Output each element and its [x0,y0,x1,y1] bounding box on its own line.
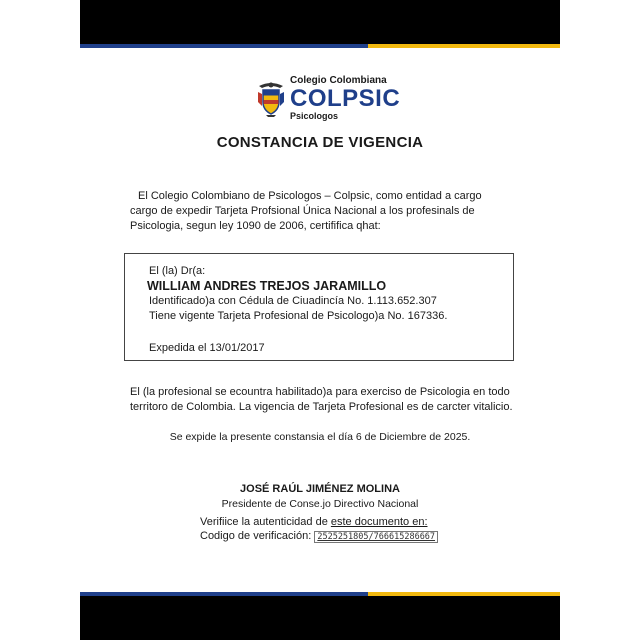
logo-text [290,76,400,121]
holder-name: WILLIAM ANDRES TREJOS JARAMILLO [147,279,387,293]
validity-paragraph [130,385,530,415]
issued-date: Expedida el 13/01/2017 [149,342,265,354]
top-color-stripe [80,44,560,48]
verify-code-line [200,529,480,544]
signatory-name: JOSÉ RAÚL JIMÉNEZ MOLINA [240,483,400,495]
verify-prefix: Verifiice la autenticidad de [200,516,331,528]
intro-line: El Colegio Colombiano de Psicologos – Colpsic, como entidad a cargo [138,190,482,202]
logo-sub-line: Psicologos [290,111,339,121]
verify-link[interactable]: este documento en: [330,516,428,528]
intro-line: cargo de expedir Tarjeta Profsional Única Nacional a los profesinals de [130,205,475,217]
colpsic-logo [256,76,400,121]
verification-block [200,515,480,544]
logo-top-line: Colegio Colombiana [290,75,387,86]
issue-statement: Se expide la presente constansia el día 6 de Diciembre de 2025. [169,431,471,443]
verification-code[interactable]: 2525251805/766615286667 [314,531,438,543]
stripe-gold [368,44,560,48]
salutation: El (la) Dr(a: [149,265,206,277]
verify-code-label: Codigo de verificación: [200,530,315,542]
verify-line [200,515,480,529]
validity-line: territoro de Colombia. La vigencia de Tarjeta Profesional es de carcter vitalicio. [130,401,513,413]
id-line: Identificado)a con Cédula de Ciuadincía No. 1.113.652.307 [149,295,437,307]
coat-of-arms-icon [256,80,286,118]
validity-line: El (la profesional se ecountra habilitado)a para exerciso de Psicologia en todo [130,386,510,398]
intro-line: Psicologia, segun ley 1090 de 2006, certififica qhat: [130,220,381,232]
intro-paragraph [130,189,530,234]
document-title: CONSTANCIA DE VIGENCIA [216,134,424,151]
top-black-band [80,0,560,44]
certificate-box [124,253,514,361]
stripe-blue [80,44,368,48]
logo-wordmark: COLPSIC [290,85,401,112]
bottom-black-band [80,596,560,640]
signatory-role: Presidente de Conse.jo Directivo Nacional [221,498,419,510]
card-line: Tiene vigente Tarjeta Profesional de Psicologo)a No. 167336. [149,310,448,322]
